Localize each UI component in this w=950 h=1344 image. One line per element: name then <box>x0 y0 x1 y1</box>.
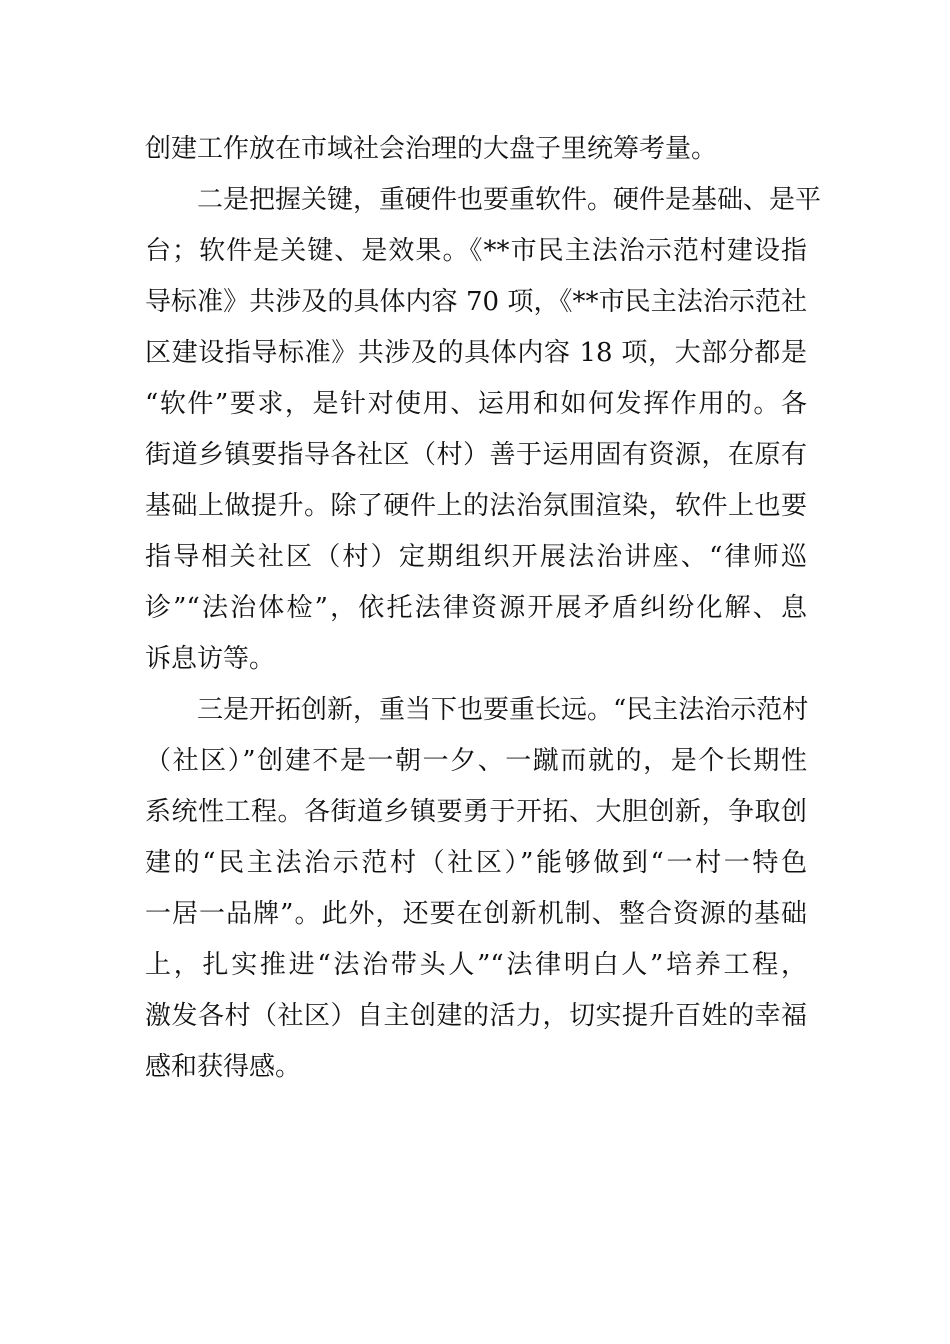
text-line: 一居一品牌”。此外，还要在创新机制、整合资源的基础 <box>145 899 807 929</box>
text-line: 上，扎实推进“法治带头人”“法律明白人”培养工程， <box>145 950 807 980</box>
text-line: 诊”“法治体检”，依托法律资源开展矛盾纠纷化解、息 <box>145 593 807 623</box>
text-line: 街道乡镇要指导各社区（村）善于运用固有资源，在原有 <box>145 440 807 470</box>
text-line: 创建工作放在市域社会治理的大盘子里统筹考量。 <box>145 134 718 164</box>
paragraph-hardware-software <box>145 175 822 685</box>
text-line: 诉息访等。 <box>145 644 276 674</box>
text-line: 基础上做提升。除了硬件上的法治氛围渲染，软件上也要 <box>145 491 807 521</box>
text-line: 台；软件是关键、是效果。《**市民主法治示范村建设指 <box>145 236 807 266</box>
document-body <box>145 124 822 1093</box>
text-line: “软件”要求，是针对使用、运用和如何发挥作用的。各 <box>145 389 807 419</box>
text-line: 导标准》共涉及的具体内容 70 项，《**市民主法治示范社 <box>145 287 807 317</box>
text-line: 三是开拓创新，重当下也要重长远。“民主法治示范村 <box>197 695 809 725</box>
text-line: 系统性工程。各街道乡镇要勇于开拓、大胆创新，争取创 <box>145 797 807 827</box>
paragraph-innovation <box>145 685 807 1093</box>
text-line: 指导相关社区（村）定期组织开展法治讲座、“律师巡 <box>145 542 807 572</box>
text-line: （社区）”创建不是一朝一夕、一蹴而就的，是个长期性 <box>145 746 807 776</box>
text-line: 区建设指导标准》共涉及的具体内容 18 项，大部分都是 <box>145 338 807 368</box>
paragraph-continuation <box>145 124 807 175</box>
text-line: 感和获得感。 <box>145 1052 302 1082</box>
text-line: 激发各村（社区）自主创建的活力，切实提升百姓的幸福 <box>145 1001 807 1031</box>
text-line: 建的“民主法治示范村（社区）”能够做到“一村一特色 <box>145 848 807 878</box>
text-line: 二是把握关键，重硬件也要重软件。硬件是基础、是平 <box>197 185 822 215</box>
